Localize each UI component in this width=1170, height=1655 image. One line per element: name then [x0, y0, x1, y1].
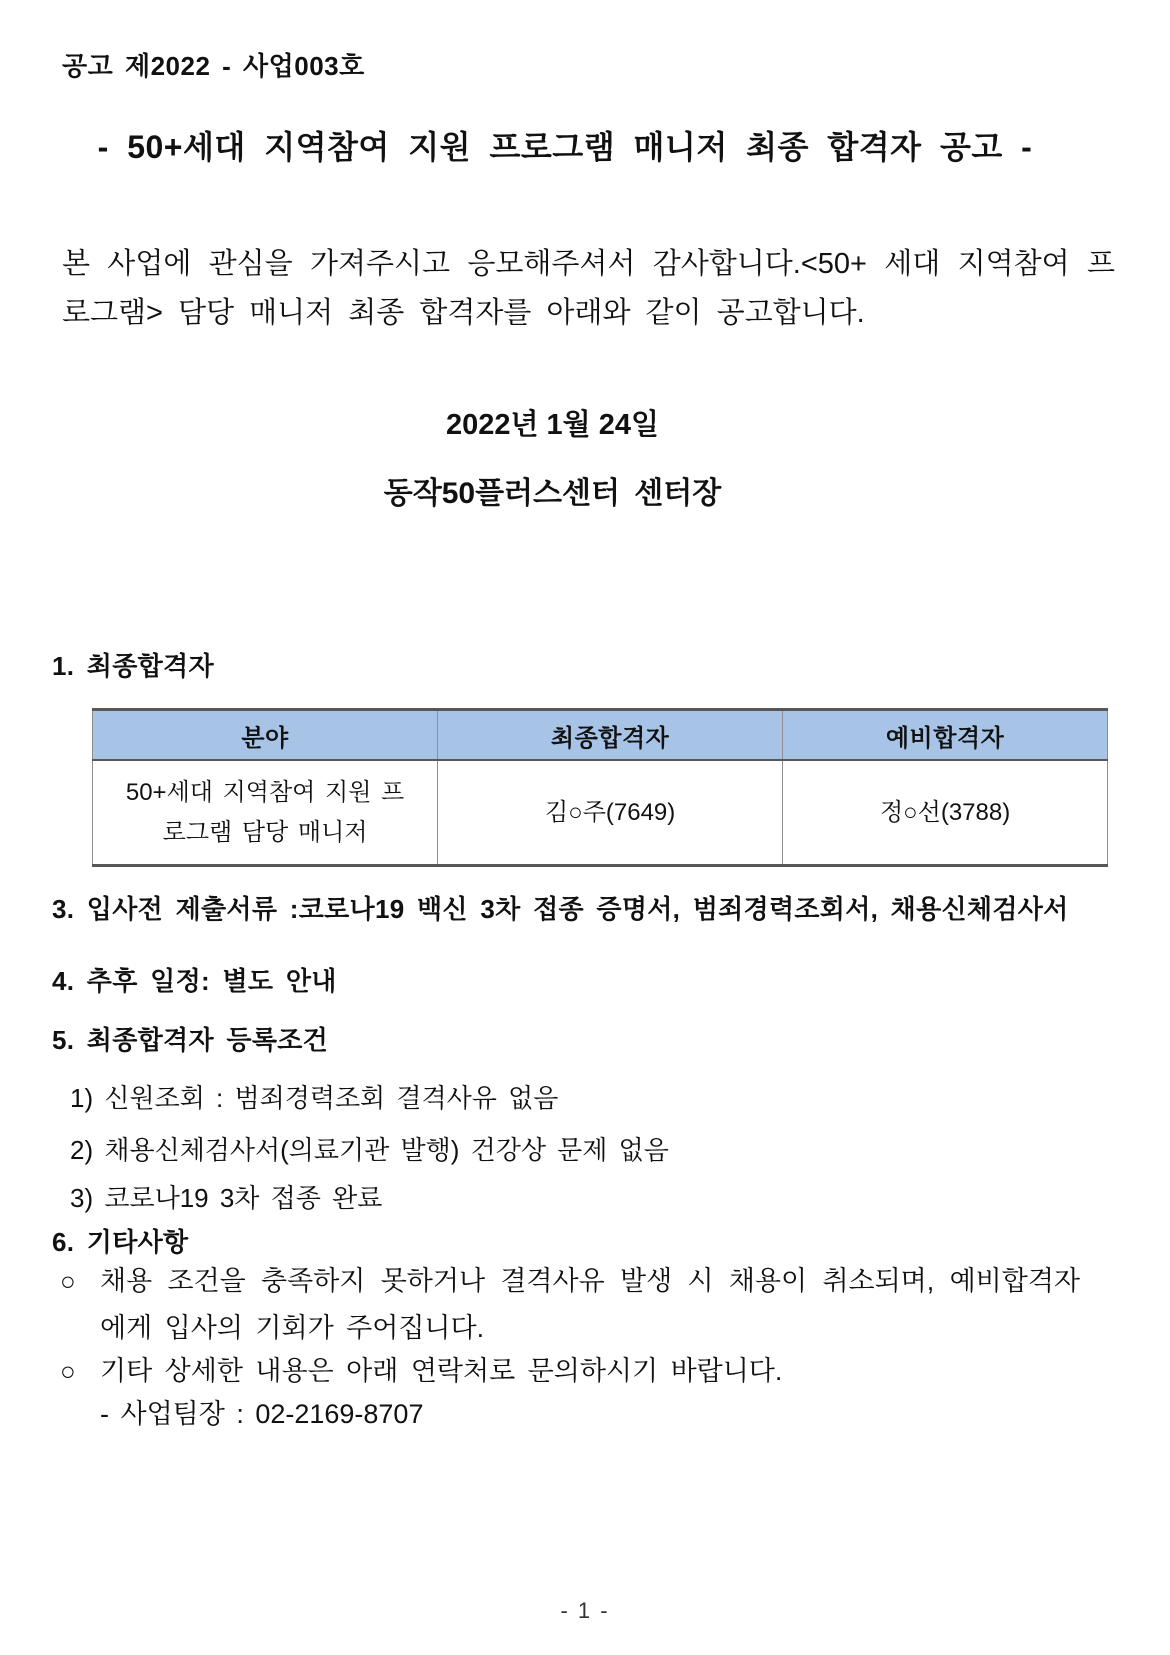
cell-field: 50+세대 지역참여 지원 프로그램 담당 매니저 [93, 760, 438, 866]
page-title: - 50+세대 지역참여 지원 프로그램 매니저 최종 합격자 공고 - [97, 129, 1033, 165]
registration-condition-3: 3) 코로나19 3차 접종 완료 [70, 1183, 383, 1213]
signer-title: 동작50플러스센터 센터장 [383, 477, 722, 510]
registration-condition-1: 1) 신원조회 : 범죄경력조회 결격사유 없음 [70, 1083, 559, 1113]
contact-line: - 사업팀장 : 02-2169-8707 [100, 1399, 424, 1429]
other-note-1 [60, 1258, 1080, 1352]
cell-final-candidate: 김○주(7649) [438, 760, 783, 866]
other-note-2-text: 기타 상세한 내용은 아래 연락처로 문의하시기 바랍니다. [100, 1356, 783, 1386]
table-row [93, 760, 1108, 866]
candidates-table [92, 708, 1108, 867]
section-6-heading: 6. 기타사항 [52, 1227, 189, 1257]
circle-bullet-icon: ○ [60, 1266, 76, 1296]
table-header-row [93, 710, 1108, 761]
other-note-1-text: 채용 조건을 충족하지 못하거나 결격사유 발생 시 채용이 취소되며, 예비합격자에게 입사의 기회가 주어집니다. [100, 1266, 1080, 1343]
other-note-2 [60, 1348, 1080, 1395]
section-4-heading: 4. 추후 일정: 별도 안내 [52, 966, 337, 996]
registration-condition-2: 2) 채용신체검사서(의료기관 발행) 건강상 문제 없음 [70, 1135, 669, 1165]
announcement-date: 2022년 1월 24일 [445, 409, 660, 441]
intro-paragraph: 본 사업에 관심을 가져주시고 응모해주셔서 감사합니다.<50+ 세대 지역참여 프로그램> 담당 매니저 최종 합격자를 아래와 같이 공고합니다. [62, 248, 1115, 329]
circle-bullet-icon: ○ [60, 1356, 76, 1386]
cell-reserve-candidate: 정○선(3788) [783, 760, 1108, 866]
col-header-field: 분야 [93, 710, 438, 761]
section-5-heading: 5. 최종합격자 등록조건 [52, 1025, 329, 1055]
section-1-heading: 1. 최종합격자 [52, 651, 214, 681]
doc-number: 공고 제2022 - 사업003호 [62, 51, 365, 81]
section-3-heading: 3. 입사전 제출서류 :코로나19 백신 3차 접종 증명서, 범죄경력조회서, 채용신체검사서 [52, 894, 1069, 924]
col-header-final-candidate: 최종합격자 [438, 710, 783, 761]
col-header-reserve-candidate: 예비합격자 [783, 710, 1108, 761]
page-number: - 1 - [560, 1598, 610, 1623]
